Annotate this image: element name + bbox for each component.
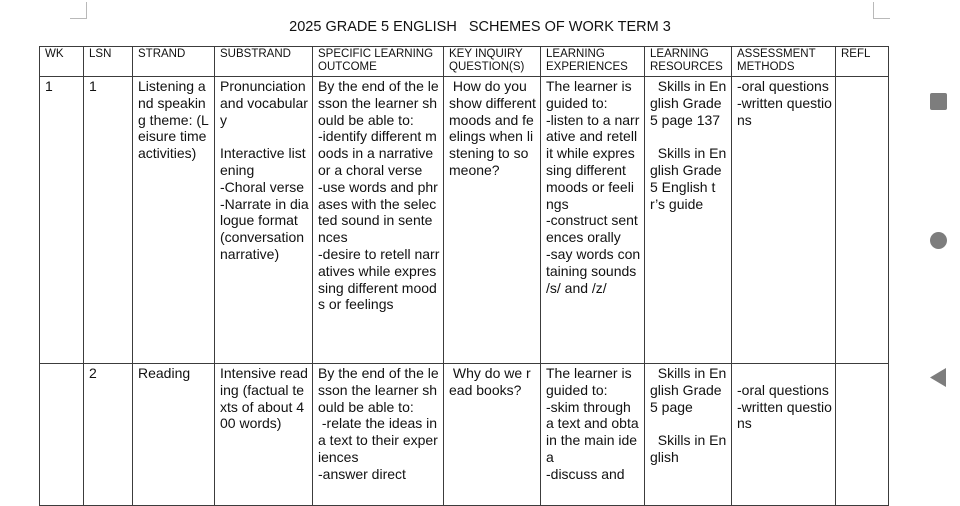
cell-assessment-methods — [732, 77, 836, 364]
table-row — [40, 77, 889, 364]
home-button[interactable] — [916, 220, 960, 260]
cell-inquiry-question — [444, 364, 541, 506]
cell-strand-text: Reading — [138, 365, 191, 381]
cell-learning-outcome — [313, 364, 444, 506]
cell-learning-experiences — [541, 77, 645, 364]
cell-week — [40, 77, 84, 364]
cell-reflection — [836, 364, 889, 506]
header-specific-learning-outcome: SPECIFIC LEARNING OUTCOME — [313, 47, 444, 77]
header-key-inquiry-questions: KEY INQUIRY QUESTION(S) — [444, 47, 541, 77]
table-row — [40, 364, 889, 506]
recents-button[interactable] — [916, 81, 960, 121]
back-button[interactable] — [916, 357, 960, 397]
document-title: 2025 GRADE 5 ENGLISH SCHEMES OF WORK TERM 3 — [289, 19, 671, 35]
header-substrand: SUBSTRAND — [215, 47, 313, 77]
schemes-of-work-table — [39, 46, 889, 506]
cell-week-text: 1 — [45, 78, 53, 94]
header-assessment-methods: ASSESSMENT METHODS — [732, 47, 836, 77]
table-header-row — [40, 47, 889, 77]
cell-learning-resources — [645, 364, 732, 506]
header-reflection: REFL — [836, 47, 889, 77]
circle-home-icon — [930, 232, 947, 249]
cell-lesson-text: 2 — [89, 365, 97, 381]
cell-substrand — [215, 364, 313, 506]
cell-lesson-text: 1 — [89, 78, 97, 94]
cell-lesson — [84, 364, 133, 506]
cell-learning-experiences — [541, 364, 645, 506]
cell-learning-outcome-text: By the end of the lesson the learner should be able to: -relate the ideas in a text to their experiences -answer direct — [318, 365, 439, 482]
cell-substrand — [215, 77, 313, 364]
system-navigation-bar — [916, 0, 960, 480]
cell-strand — [133, 77, 215, 364]
cell-substrand-text: Pronunciation and vocabulary Interactive listening -Choral verse -Narrate in dialogue format (conversation narrative) — [220, 78, 309, 262]
cell-inquiry-question — [444, 77, 541, 364]
cell-assessment-methods-text: -oral questions -written questions — [737, 78, 832, 128]
header-wk: WK — [40, 47, 84, 77]
cell-strand-text: Listening and speaking theme: (Leisure time activities) — [138, 78, 211, 162]
cell-learning-resources — [645, 77, 732, 364]
cell-assessment-methods — [732, 364, 836, 506]
cell-inquiry-question-text: How do you show different moods and feelings when listening to someone? — [449, 78, 540, 178]
cell-learning-outcome — [313, 77, 444, 364]
cell-learning-resources-text: Skills in English Grade 5 page 137 Skills in English Grade 5 English tr’s guide — [650, 78, 727, 212]
triangle-back-icon — [930, 368, 947, 387]
header-lsn: LSN — [84, 47, 133, 77]
cell-learning-experiences-text: The learner is guided to: -listen to a narrative and retell it while expressing different moods or feelings -construct sentences orally -say words containing sounds /s/ and /z/ — [546, 78, 641, 296]
square-recents-icon — [930, 93, 947, 110]
header-learning-resources: LEARNING RESOURCES — [645, 47, 732, 77]
cell-substrand-text: Intensive reading (factual texts of about 400 words) — [220, 365, 308, 432]
cell-learning-experiences-text: The learner is guided to: -skim through a text and obtain the main idea -discuss and — [546, 365, 639, 482]
cell-learning-outcome-text: By the end of the lesson the learner should be able to: -identify different moods in a narrative or a choral verse -use words and phrases with the selected sound in sentences -desire to retell narratives while expressing different moods or feelings — [318, 78, 440, 313]
cell-reflection — [836, 77, 889, 364]
cell-inquiry-question-text: Why do we read books? — [449, 365, 531, 398]
header-learning-experiences: LEARNING EXPERIENCES — [541, 47, 645, 77]
cell-strand — [133, 364, 215, 506]
cell-learning-resources-text: Skills in English Grade 5 page Skills in English — [650, 365, 727, 465]
header-strand: STRAND — [133, 47, 215, 77]
cell-lesson — [84, 77, 133, 364]
cell-week — [40, 364, 84, 506]
cell-assessment-methods-text: -oral questions -written questions — [737, 381, 832, 432]
